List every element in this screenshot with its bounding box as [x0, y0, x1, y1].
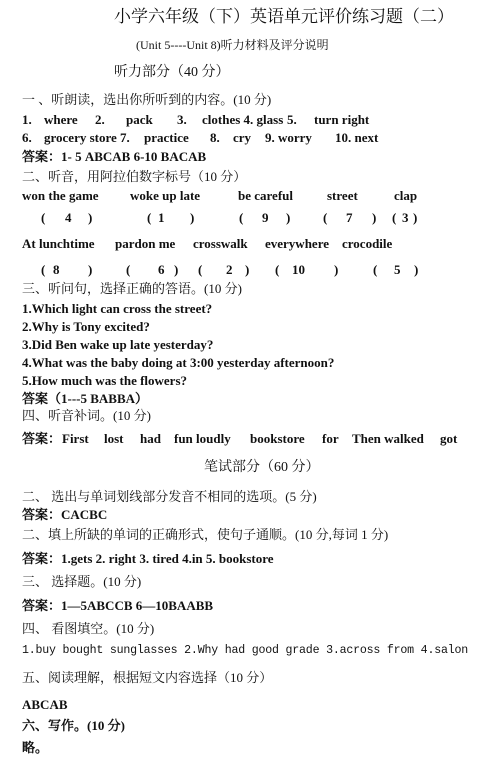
answer-word: bookstore — [250, 431, 305, 446]
phrase: clap — [394, 188, 418, 203]
paren-close: ) — [245, 262, 250, 277]
written-section-4-answer: 1.buy bought sunglasses 2.Why had good grade 3.across from 4.salon — [22, 644, 468, 657]
answer-word: Then walked — [352, 431, 424, 446]
item-word: grocery store 7. — [44, 130, 130, 145]
listening-section-1-row-2 — [22, 131, 492, 147]
paren-open: ( — [392, 210, 397, 225]
answer-number: 4 — [65, 210, 72, 225]
paren-open: ( — [275, 262, 280, 277]
page-subtitle: (Unit 5----Unit 8)听力材料及评分说明 — [136, 38, 329, 52]
page-title: 小学六年级（下）英语单元评价练习题（二） — [114, 7, 454, 26]
phrase: won the game — [22, 188, 99, 203]
item-word: pack — [126, 112, 153, 127]
answer-number: 9 — [262, 210, 269, 225]
answer-number: 8 — [53, 262, 60, 277]
listening-section-2-title: 二、听音，用阿拉伯数字标号（10 分） — [22, 169, 247, 184]
question-5: 5.How much was the flowers? — [22, 373, 188, 388]
item-word: where — [44, 112, 78, 127]
listening-heading: 听力部分（40 分） — [114, 65, 230, 80]
answer-word: fun loudly — [174, 431, 231, 446]
paren-open: ( — [41, 210, 46, 225]
phrase: be careful — [238, 188, 293, 203]
phrase: At lunchtime — [22, 236, 95, 251]
paren-close: ) — [88, 262, 93, 277]
item-num: 1. — [22, 112, 32, 127]
written-section-3-title: 三、 选择题。(10 分) — [22, 574, 142, 589]
answer-word: had — [140, 431, 161, 446]
written-section-1-title: 二、 选出与单词划线部分发音不相同的选项。(5 分) — [22, 489, 317, 504]
paren-open: ( — [126, 262, 131, 277]
paren-close: ) — [174, 262, 179, 277]
written-section-2-title: 二、填上所缺的单词的正确形式，使句子通顺。(10 分,每词 1 分) — [22, 527, 389, 542]
item-word: turn right — [314, 112, 370, 127]
paren-close: ) — [413, 210, 418, 225]
written-section-6-title: 六、写作。(10 分) — [22, 718, 125, 733]
paren-open: ( — [198, 262, 203, 277]
paren-close: ) — [414, 262, 419, 277]
written-section-1-answer: 答案：CACBC — [22, 507, 108, 522]
phrase: street — [327, 188, 358, 203]
listening-section-3-answer: 答案（1---5 BABBA） — [22, 391, 149, 406]
listening-section-2-words-2 — [22, 237, 492, 253]
phrase: crocodile — [342, 236, 393, 251]
item-num: 2. — [95, 112, 105, 127]
item-word: practice — [144, 130, 189, 145]
item-num: 8. — [210, 130, 220, 145]
item-num: 5. — [287, 112, 297, 127]
item-num: 3. — [177, 112, 187, 127]
paren-open: ( — [147, 210, 152, 225]
written-section-5-answer: ABCAB — [22, 697, 68, 712]
paren-close: ) — [88, 210, 93, 225]
question-1: 1.Which light can cross the street? — [22, 301, 213, 316]
written-section-3-answer: 答案：1—5ABCCB 6—10BAABB — [22, 598, 214, 613]
item-num: 6. — [22, 130, 32, 145]
phrase: woke up late — [130, 188, 201, 203]
question-4: 4.What was the baby doing at 3:00 yesterday afternoon? — [22, 355, 335, 370]
listening-section-1-title: 一 、听朗读，选出你所听到的内容。(10 分) — [22, 92, 272, 107]
written-heading: 笔试部分（60 分） — [204, 460, 320, 475]
written-section-6-answer: 略。 — [22, 740, 49, 755]
listening-section-2-words-1 — [22, 189, 492, 205]
paren-close: ) — [372, 210, 377, 225]
answer-number: 7 — [346, 210, 353, 225]
listening-section-1-row-1 — [22, 113, 492, 129]
item-word: 9. worry — [265, 130, 312, 145]
listening-section-1-answer: 答案：1- 5 ABCAB 6-10 BACAB — [22, 149, 207, 164]
answer-word: got — [440, 431, 458, 446]
phrase: crosswalk — [193, 236, 248, 251]
listening-section-2-marks-2 — [0, 263, 503, 279]
answer-label: 答案： — [22, 431, 62, 446]
listening-section-4-title: 四、听音补词。(10 分) — [22, 408, 151, 423]
listening-section-4-answer — [22, 432, 492, 448]
written-section-5-title: 五、阅读理解，根据短文内容选择（10 分） — [22, 670, 273, 685]
answer-word: First — [62, 431, 89, 446]
item-word: cry — [233, 130, 252, 145]
item-word: clothes 4. glass — [202, 112, 284, 127]
paren-close: ) — [286, 210, 291, 225]
answer-word: lost — [104, 431, 124, 446]
question-2: 2.Why is Tony excited? — [22, 319, 150, 334]
phrase: pardon me — [115, 236, 176, 251]
answer-number: 2 — [226, 262, 233, 277]
written-section-4-title: 四、 看图填空。(10 分) — [22, 621, 155, 636]
phrase: everywhere — [265, 236, 330, 251]
paren-open: ( — [239, 210, 244, 225]
answer-number: 1 — [158, 210, 165, 225]
paren-open: ( — [41, 262, 46, 277]
question-3: 3.Did Ben wake up late yesterday? — [22, 337, 214, 352]
answer-number: 10 — [292, 262, 305, 277]
listening-section-2-marks-1 — [0, 211, 503, 227]
listening-section-3-title: 三、听问句，选择正确的答语。(10 分) — [22, 281, 242, 296]
paren-close: ) — [190, 210, 195, 225]
answer-number: 3 — [402, 210, 409, 225]
answer-number: 6 — [158, 262, 165, 277]
answer-number: 5 — [394, 262, 401, 277]
paren-open: ( — [373, 262, 378, 277]
answer-word: for — [322, 431, 339, 446]
paren-close: ) — [334, 262, 339, 277]
item-word: 10. next — [335, 130, 379, 145]
written-section-2-answer: 答案：1.gets 2. right 3. tired 4.in 5. bookstore — [22, 551, 274, 566]
paren-open: ( — [323, 210, 328, 225]
